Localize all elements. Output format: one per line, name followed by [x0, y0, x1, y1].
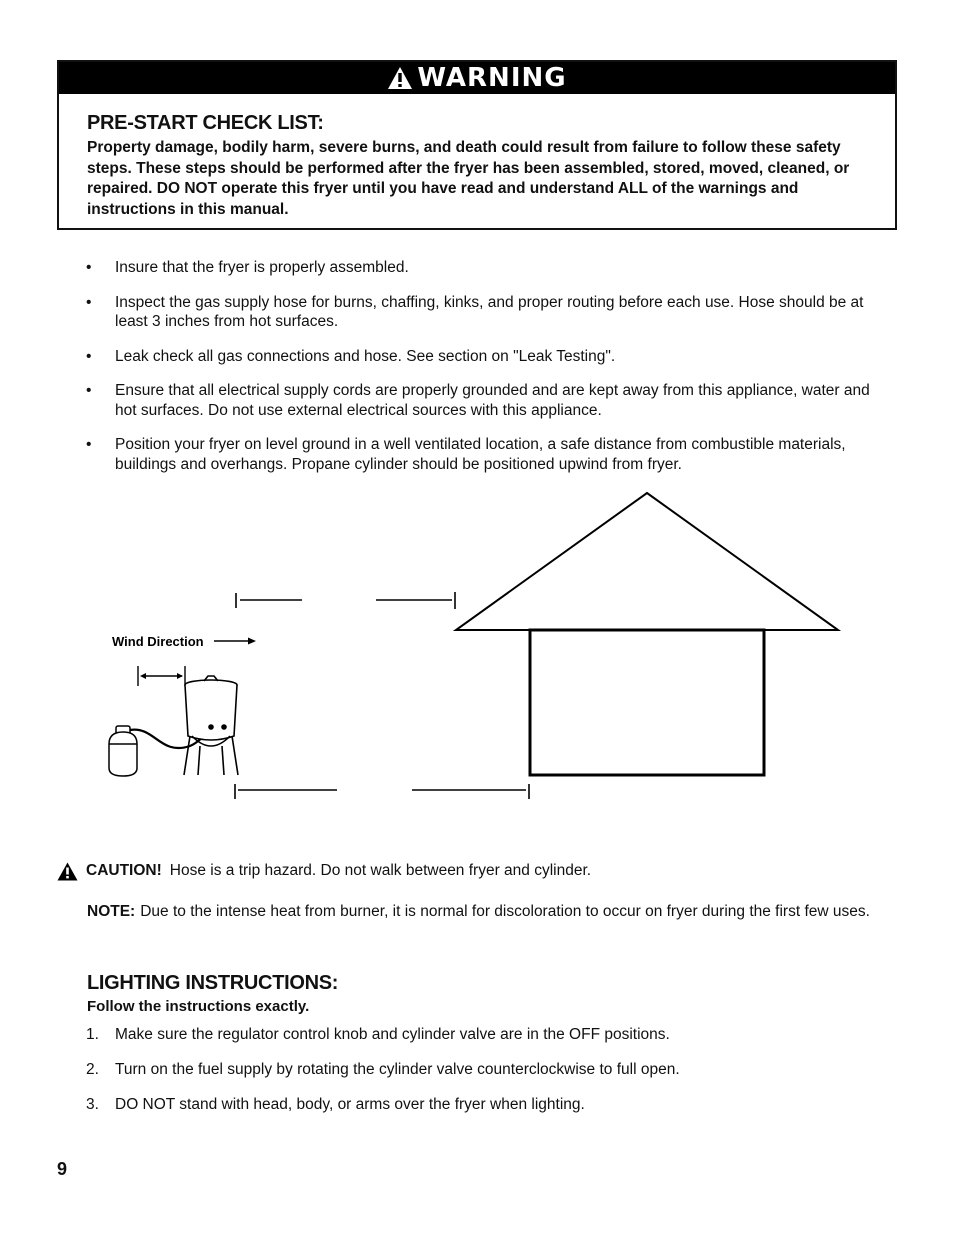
- precheck-heading: PRE-START CHECK LIST:: [87, 112, 324, 134]
- lighting-subheading: Follow the instructions exactly.: [87, 998, 310, 1015]
- caution-label: CAUTION!: [86, 862, 162, 879]
- list-item: • Ensure that all electrical supply cords are properly grounded and are kept away from this appliance, water and hot surfaces. Do not use external electrical sources with this appliance.: [86, 382, 870, 419]
- note-label: NOTE:: [87, 903, 136, 920]
- list-item: 1. Make sure the regulator control knob and cylinder valve are in the OFF positions.: [86, 1026, 670, 1043]
- page-number: 9: [57, 1159, 68, 1179]
- list-item: 3. DO NOT stand with head, body, or arms over the fryer when lighting.: [86, 1096, 585, 1113]
- propane-cylinder-icon: [109, 726, 137, 776]
- warning-triangle-icon: [57, 862, 78, 881]
- warning-title: WARNING: [417, 63, 567, 93]
- placement-diagram: [100, 488, 860, 808]
- caution-notice: [57, 861, 897, 881]
- wind-direction-label: Wind Direction: [112, 634, 204, 649]
- warning-box: [57, 60, 897, 230]
- warning-banner: [59, 62, 895, 94]
- lighting-steps: [86, 1025, 876, 1130]
- caution-text: Hose is a trip hazard. Do not walk between fryer and cylinder.: [169, 862, 592, 879]
- list-item: • Position your fryer on level ground in a well ventilated location, a safe distance from combustible materials, buildings and overhangs. Propane cylinder should be positioned upwind from fryer.: [86, 436, 846, 473]
- note-text: Due to the intense heat from burner, it is normal for discoloration to occur on fryer during the first few uses.: [140, 903, 870, 920]
- list-item: • Inspect the gas supply hose for burns, chaffing, kinks, and proper routing before each use. Hose should be at least 3 inches from hot surfaces.: [86, 293, 864, 330]
- lighting-heading: LIGHTING INSTRUCTIONS:: [87, 972, 339, 994]
- list-item: • Insure that the fryer is properly assembled.: [86, 259, 409, 276]
- top-clearance-dimension: [236, 592, 455, 609]
- precheck-body: Property damage, bodily harm, severe burns, and death could result from failure to follow these safety steps. These steps should be performed after the fryer has been assembled, stored, moved, cleaned, or repaired. DO NOT operate this fryer until you have read and understand ALL of the warnings and instructions in this manual.: [87, 139, 850, 218]
- bottom-clearance-dimension: [235, 784, 529, 799]
- list-item: • Leak check all gas connections and hose. See section on "Leak Testing".: [86, 347, 616, 365]
- list-item: 2. Turn on the fuel supply by rotating the cylinder valve counterclockwise to full open.: [86, 1061, 680, 1078]
- warning-triangle-icon: [387, 66, 413, 90]
- fryer-icon: [184, 676, 238, 775]
- note: [87, 902, 933, 922]
- house-illustration: [456, 493, 838, 775]
- wind-arrow-icon: [214, 638, 256, 645]
- checklist: [86, 258, 876, 489]
- cylinder-distance-dimension: [138, 666, 185, 686]
